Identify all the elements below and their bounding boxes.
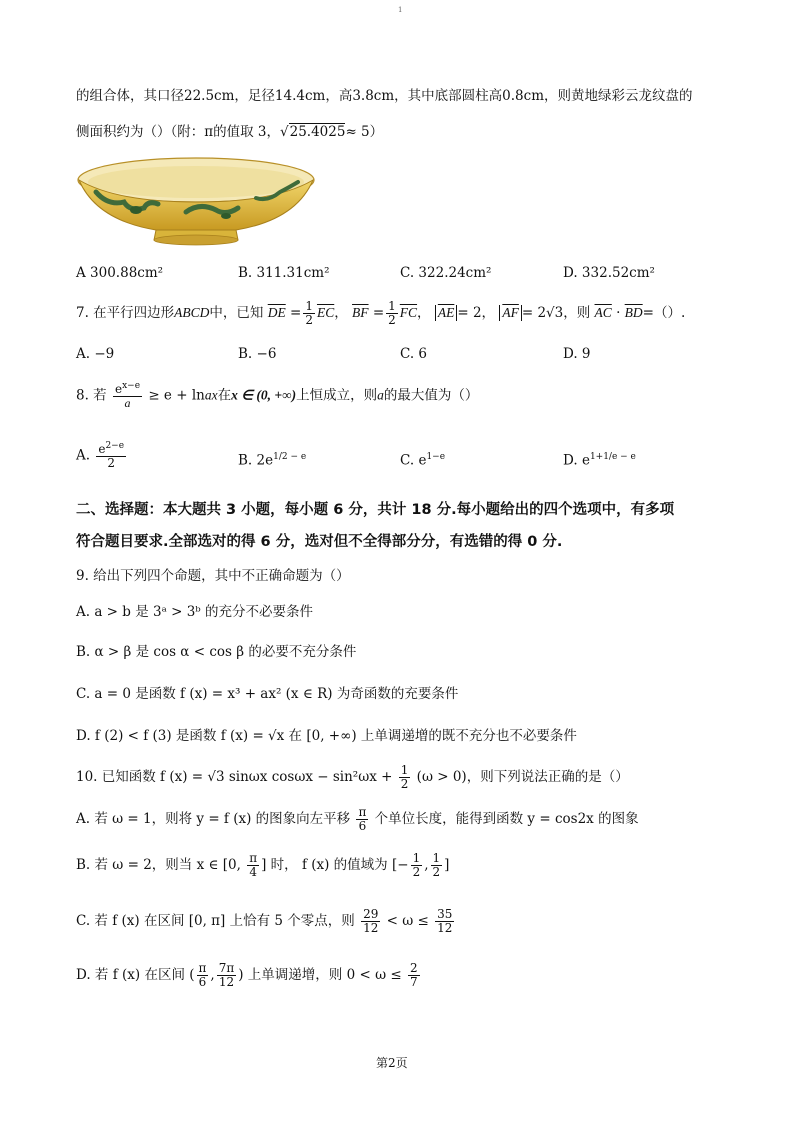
q8-option-b: B. $2e^{1/2 - e}$ <box>238 452 307 469</box>
q7-prefix: 7. 在平行四边形 <box>76 305 175 322</box>
q8-frac: $\frac{e^{x-e}}{a}$ <box>114 381 141 411</box>
q8-in: 在 <box>217 387 232 404</box>
q8-option-c: C. $e^{1-e}$ <box>400 452 446 469</box>
q10-option-b: B. 若 ω = 2，则当 x ∈ [0, $\frac{\pi}{4}$ ] 时， f (x) 的值域为 [− $\frac{1}{2}$ , $\frac{1}{2}$ ] <box>76 851 450 880</box>
q7-ae-value: = 2， <box>457 305 496 322</box>
q8-option-a: A. $\frac{e^{2-e}}{2}$ <box>76 441 125 471</box>
q7-frac-2: $\frac{1}{2}$ <box>388 299 396 328</box>
q7-shape-name: ABCD <box>174 305 210 321</box>
q10-option-a: A. 若 ω = 1，则将 y = f (x) 的图象向左平移 $\frac{\pi}{6}$ 个单位长度，能得到函数 y = cos2x 的图象 <box>76 805 639 834</box>
q9-option-b: B. α > β 是 cos α < cos β 的必要不充分条件 <box>76 644 357 660</box>
q10-option-c: C. 若 f (x) 在区间 [0, π] 上恰有 5 个零点，则 $\frac{29}{12}$ < ω ≤ $\frac{35}{12}$ <box>76 907 453 936</box>
q7-option-a: A. −9 <box>76 346 115 362</box>
q6-line2 <box>76 120 383 140</box>
q7-vec-ec: $\overline{EC}$ <box>316 305 335 321</box>
section2-line2: 符合题目要求.全部选对的得 6 分，选对但不全得部分分，有选错的得 0 分. <box>76 534 563 550</box>
q7-option-d: D. 9 <box>563 346 591 362</box>
q7-vec-af: $\overline{AF}$ <box>502 305 519 321</box>
q6-option-a: A 300.88cm² <box>76 265 164 281</box>
q6-line2-suffix: ≈ 5） <box>345 124 384 140</box>
q9-option-d: D. f (2) < f (3) 是函数 f (x) = √x 在 [0, +∞) 上单调递增的既不充分也不必要条件 <box>76 728 577 744</box>
q7-vec-de: $\overline{DE}$ <box>267 305 286 321</box>
q7-frac-1: $\frac{1}{2}$ <box>305 299 313 328</box>
q10-option-d: D. 若 f (x) 在区间 ( $\frac{\pi}{6}$ , $\frac{7\pi}{12}$ ) 上单调递增，则 0 < ω ≤ $\frac{2}{7}$ <box>76 961 418 990</box>
q9-option-a: A. a > b 是 3ᵃ > 3ᵇ 的充分不必要条件 <box>76 604 313 620</box>
q6-sqrt-sign: √ <box>280 124 289 140</box>
q8-ineq: ≥ e + ln <box>148 387 205 404</box>
q6-option-b: B. 311.31cm² <box>238 265 330 281</box>
q8-suffix: 上恒成立，则 <box>296 387 378 404</box>
q6-line2-prefix: 侧面积约为（）（附：π的值取 3， <box>76 124 281 140</box>
q7-stem: 7. 在平行四边形ABCD中，已知 $\overline{DE}$ = $\frac{1}{2}$ $\overline{EC}$， $\overline{BF}$ = $\frac{1}{2}$ $\overline{FC}$， $\overline{AE} = 2$， $\overline{AF} = 2√3$，则 $\overline{AC} \cdot \overline{BD}=()$. <box>76 299 686 328</box>
q7-vec-bd: $\overline{BD}$ <box>624 305 643 321</box>
q6-sqrt-value: 25.4025 <box>289 124 346 140</box>
dragon-plate-image <box>76 150 316 250</box>
q8-var: a <box>377 387 384 403</box>
q6-line1: 的组合体，其口径22.5cm，足径14.4cm，高3.8cm，其中底部圆柱高0.8cm，则黄地绿彩云龙纹盘的 <box>76 88 693 104</box>
q7-option-b: B. −6 <box>238 346 277 362</box>
q7-vec-bf: $\overline{BF}$ <box>352 305 369 321</box>
q7-vec-fc: $\overline{FC}$ <box>399 305 418 321</box>
q7-af-value: = 2√3，则 <box>521 305 591 322</box>
q7-vec-ac: $\overline{AC}$ <box>594 305 612 321</box>
q7-option-c: C. 6 <box>400 346 428 362</box>
section2-line1: 二、选择题：本大题共 3 小题，每小题 6 分，共计 18 分.每小题给出的四个选项中，有多项 <box>76 502 675 518</box>
q7-mid: 中，已知 <box>209 305 264 322</box>
q8-domain: x ∈ (0, +∞) <box>231 387 297 403</box>
q8-prefix: 8. 若 <box>76 387 107 404</box>
q10-stem: 10. 已知函数 f (x) = √3 sinωx cosωx − sin²ωx + $\frac{1}{2}$ (ω > 0)，则下列说法正确的是（） <box>76 763 629 792</box>
q8-stem <box>76 382 478 410</box>
q7-vec-ae: $\overline{AE}$ <box>437 305 455 321</box>
page-mark: 1 <box>398 6 403 14</box>
page-footer: 第2页 <box>376 1056 408 1070</box>
q8-tail: 的最大值为（） <box>383 387 479 404</box>
q9-option-c: C. a = 0 是函数 f (x) = x³ + ax² (x ∈ R) 为奇函数的充要条件 <box>76 686 459 702</box>
q6-option-d: D. 332.52cm² <box>563 265 655 281</box>
q7-tail: =（）. <box>642 305 686 322</box>
q9-stem: 9. 给出下列四个命题，其中不正确命题为（） <box>76 568 350 584</box>
q8-ineq-var: ax <box>204 387 218 403</box>
q8-option-d: D. $e^{1+1/e - e}$ <box>563 452 636 469</box>
q6-option-c: C. 322.24cm² <box>400 265 492 281</box>
